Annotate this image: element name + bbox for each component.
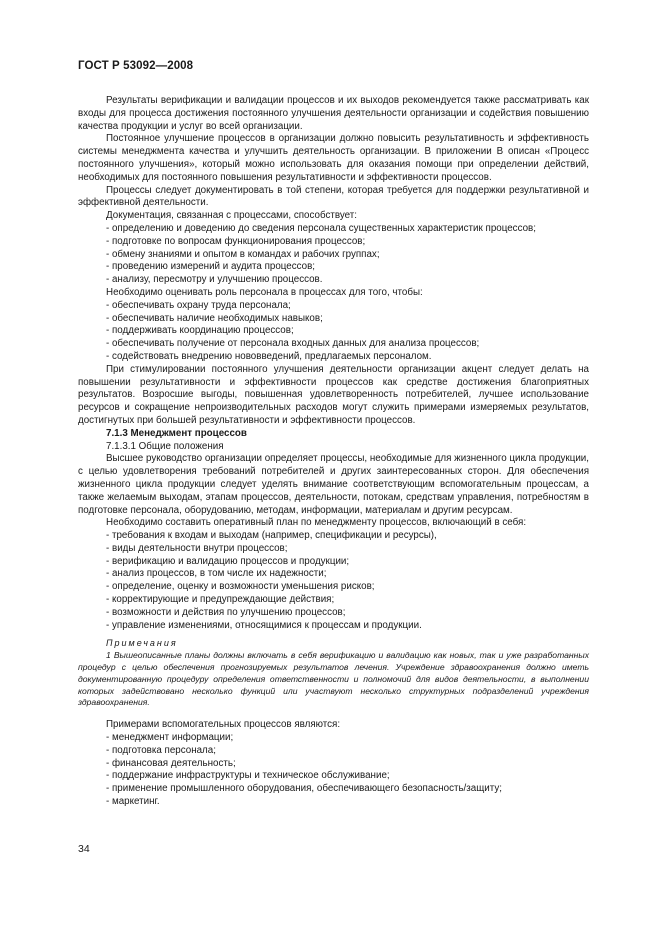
page-number: 34 [78,843,90,855]
list-item: - подготовка персонала; [106,744,216,756]
paragraph: Результаты верификации и валидации процессов и их выходов рекомендуется также рассматривать как входы для процесса достижения постоянного улучшения деятельности организации и содействия повышению качества продукции и услуг во всей организации. [78,95,589,132]
document-body [78,95,589,809]
paragraph: Постоянное улучшение процессов в организации должно повысить результативность и эффективность системы менеджмента качества и улучшить деятельность организации. В приложении В описан «Процесс постоянного улучшения», который можно использовать для оказания помощи при определении действий, необходимых для постоянного повышения результативности и эффективности процессов. [78,133,589,183]
paragraph: 1 Вышеописанные планы должны включать в себя верификацию и валидацию как новых, так и уже разработанных процедур с целью обеспечения прогнозируемых результатов лечения. Учреждение здравоохранения должно иметь документированную процедуру определения ответственности и полномочий для видов деятельности, в выполнении которых задействовано несколько функций или участвуют несколько структурных подразделений учреждения здравоохранения. [78,650,589,708]
list-item: - поддержание инфраструктуры и техническое обслуживание; [106,770,390,782]
document-header: ГОСТ Р 53092—2008 [78,60,194,72]
paragraph: Необходимо составить оперативный план по менеджменту процессов, включающий в себя: [106,517,527,529]
paragraph: Высшее руководство организации определяет процессы, необходимые для жизненного цикла продукции, с целью удовлетворения требований потребителей и других заинтересованных сторон. Для обеспечения жизненного цикла продукции следует уделять внимание соответствующим вспомогательным процессам, а также желаемым выходам, этапам процессов, деятельности, потокам, средствам управления, потребностям в подготовке персонала, оборудованию, методам, информации, материалам и другим ресурсам. [78,453,589,516]
list-item: - анализ процессов, в том числе их надежности; [106,568,327,580]
list-item: - анализу, пересмотру и улучшению процессов. [106,274,323,286]
spacer [78,709,589,719]
paragraph: 7.1.3 Менеджмент процессов [106,427,247,439]
list-item: - виды деятельности внутри процессов; [106,542,288,554]
list-item: - финансовая деятельность; [106,757,236,769]
paragraph: Необходимо оценивать роль персонала в процессах для того, чтобы: [106,286,423,298]
list-item: - определение, оценку и возможности уменьшения рисков; [106,581,375,593]
paragraph: Примерами вспомогательных процессов являются: [106,719,341,731]
list-item: - обмену знаниями и опытом в командах и рабочих группах; [106,248,380,260]
list-item: - проведению измерений и аудита процессов; [106,261,316,273]
paragraph: 7.1.3.1 Общие положения [106,440,224,452]
paragraph: При стимулировании постоянного улучшения деятельности организации акцент следует делать на повышении результативности и эффективности процессов как средстве достижения благоприятных результатов. Возросшие выгоды, повышенная удовлетворенность потребителей, лучшее использование ресурсов и сокращение непроизводительных расходов могут служить примерами измеряемых результатов, достигнутых при большей результативности и эффективности процессов. [78,363,589,426]
list-item: - применение промышленного оборудования, обеспечивающего безопасность/защиту; [106,783,502,795]
list-item: - корректирующие и предупреждающие действия; [106,594,335,606]
paragraph: Примечания [106,638,178,649]
paragraph: Документация, связанная с процессами, способствует: [106,210,357,222]
list-item: - подготовке по вопросам функционирования процессов; [106,235,366,247]
paragraph: Процессы следует документировать в той степени, которая требуется для поддержки результативной и эффективной деятельности. [78,184,589,209]
list-item: - поддерживать координацию процессов; [106,325,294,337]
list-item: - обеспечивать наличие необходимых навыков; [106,312,323,324]
list-item: - маркетинг. [106,796,160,808]
list-item: - возможности и действия по улучшению процессов; [106,606,346,618]
list-item: - содействовать внедрению нововведений, предлагаемых персоналом. [106,350,432,362]
list-item: - верификацию и валидацию процессов и продукции; [106,555,350,567]
list-item: - менеджмент информации; [106,732,234,744]
list-item: - обеспечивать охрану труда персонала; [106,299,291,311]
list-item: - определению и доведению до сведения персонала существенных характеристик процессов; [106,222,536,234]
list-item: - требования к входам и выходам (например, спецификации и ресурсы), [106,530,437,542]
list-item: - обеспечивать получение от персонала входных данных для анализа процессов; [106,338,480,350]
list-item: - управление изменениями, относящимися к процессам и продукции. [106,619,422,631]
